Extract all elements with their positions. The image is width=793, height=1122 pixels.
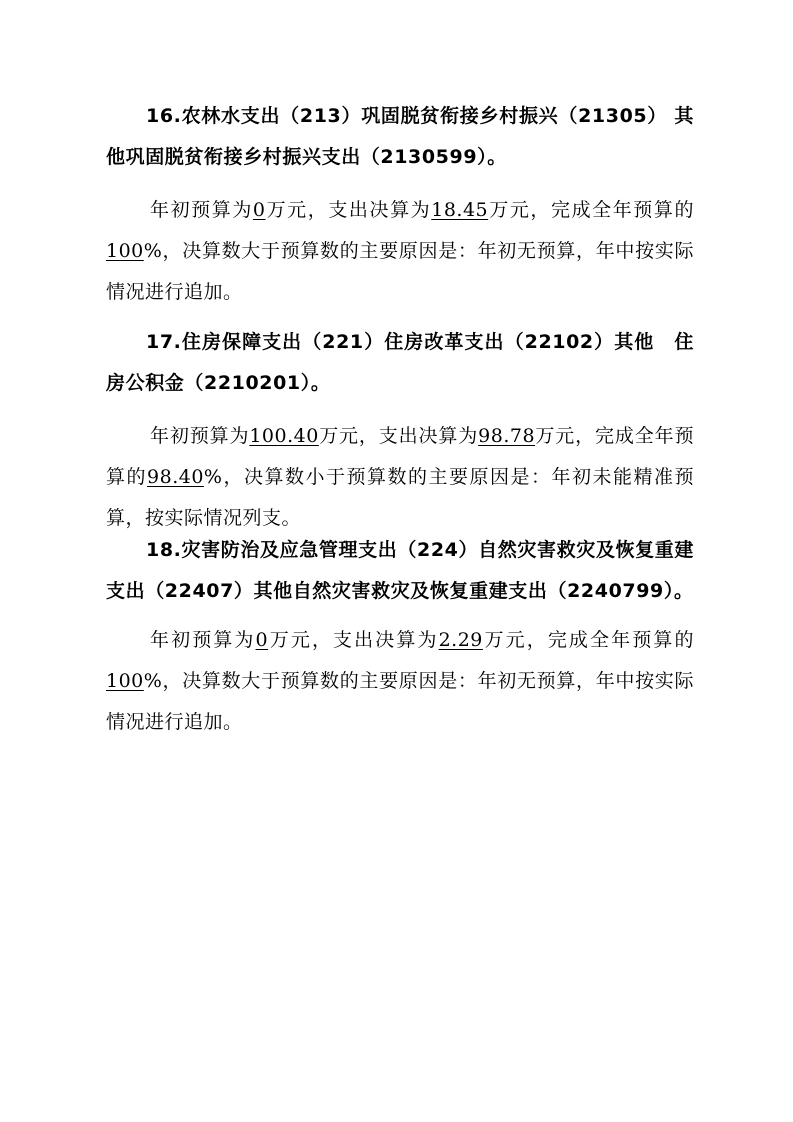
section-heading: 18.灾害防治及应急管理支出（224）自然灾害救灾及恢复重建支出（22407）其他自然灾害救灾及恢复重建支出（2240799）。 xyxy=(106,539,694,602)
budget-value: 0 xyxy=(252,199,266,221)
section-heading: 17.住房保障支出（221）住房改革支出（22102）其他 住房公积金（2210201）。 xyxy=(106,331,694,394)
completion-rate-value: 100 xyxy=(106,240,144,262)
completion-rate-value: 98.40 xyxy=(147,466,204,488)
paragraph-text: 万元，完成全年预算的 xyxy=(482,629,694,651)
section-paragraph xyxy=(106,416,694,539)
paragraph-text: 万元，完成全年预算的 xyxy=(106,425,694,488)
paragraph-text: 年初预算为 xyxy=(150,425,250,447)
budget-value: 0 xyxy=(255,629,269,651)
paragraph-text: 年初预算为 xyxy=(150,199,253,221)
section-paragraph xyxy=(106,620,694,743)
actual-value: 2.29 xyxy=(438,629,483,651)
paragraph-text: 万元，支出决算为 xyxy=(265,199,432,221)
paragraph-text: %，决算数大于预算数的主要原因是：年初无预算，年中按实际情况进行追加。 xyxy=(106,670,694,733)
completion-rate-value: 100 xyxy=(106,670,144,692)
actual-value: 98.78 xyxy=(478,425,536,447)
section-heading: 16.农林水支出（213）巩固脱贫衔接乡村振兴（21305） 其他巩固脱贫衔接乡村振兴支出（2130599）。 xyxy=(106,105,694,168)
section-17-heading-block xyxy=(106,322,694,404)
paragraph-text: %，决算数小于预算数的主要原因是：年初未能精准预算，按实际情况列支。 xyxy=(106,466,694,529)
section-18-heading-block xyxy=(106,530,694,612)
section-paragraph xyxy=(106,190,694,313)
paragraph-text: 年初预算为 xyxy=(150,629,256,651)
paragraph-text: 万元，完成全年预算的 xyxy=(488,199,694,221)
paragraph-text: %，决算数大于预算数的主要原因是：年初无预算，年中按实际情况进行追加。 xyxy=(106,240,694,303)
actual-value: 18.45 xyxy=(431,199,489,221)
section-16-paragraph-block xyxy=(106,190,694,313)
paragraph-text: 万元，支出决算为 xyxy=(268,629,439,651)
section-18-paragraph-block xyxy=(106,620,694,743)
section-16-heading-block xyxy=(106,96,694,178)
paragraph-text: 万元，支出决算为 xyxy=(318,425,479,447)
section-17-paragraph-block xyxy=(106,416,694,539)
budget-value: 100.40 xyxy=(249,425,319,447)
